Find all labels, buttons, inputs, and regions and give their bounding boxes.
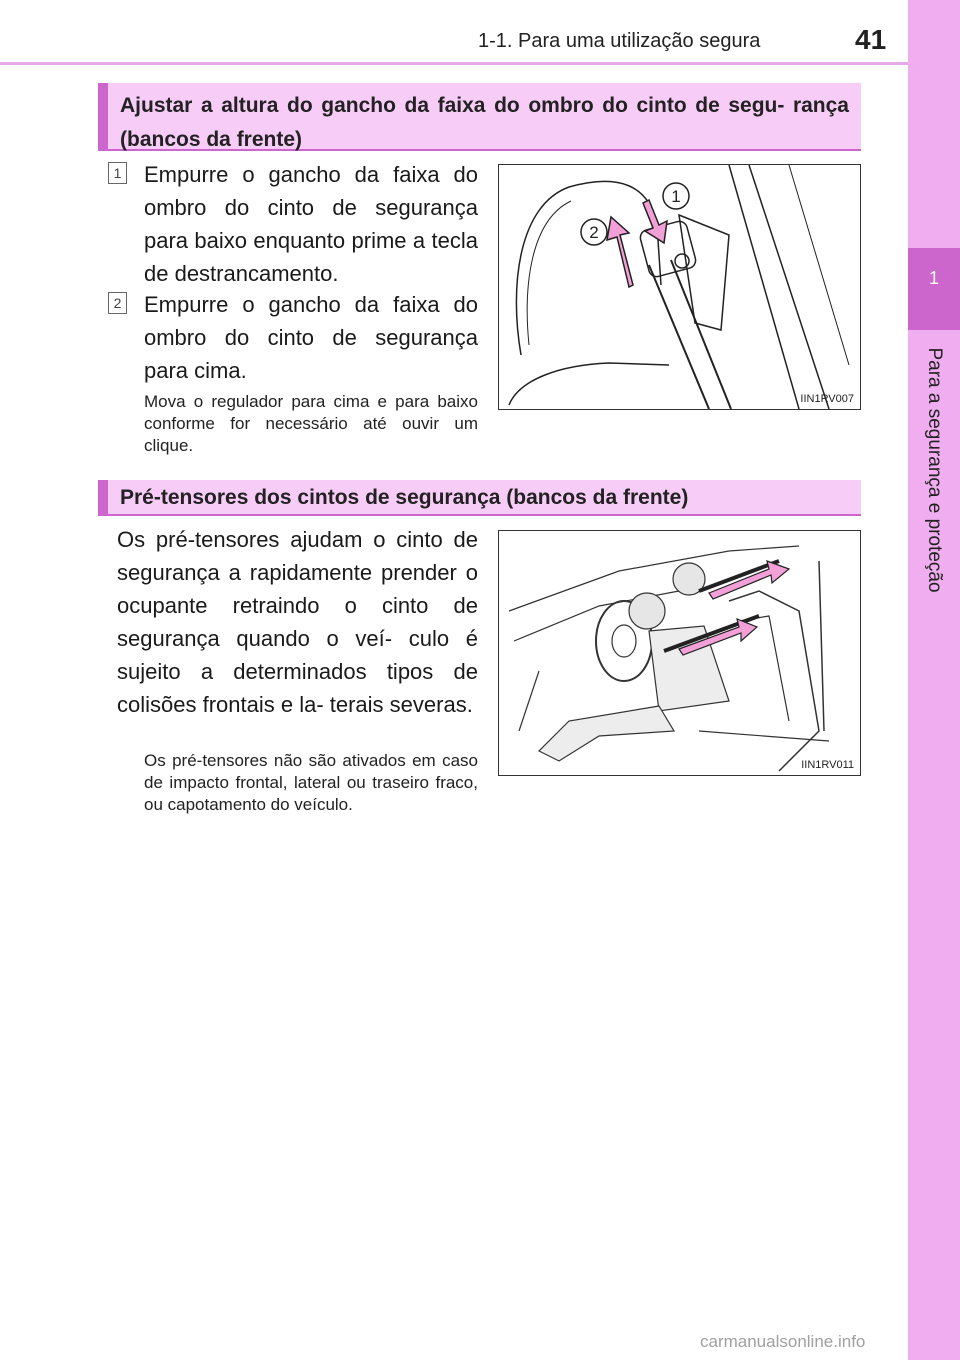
side-tab-label: Para a segurança e proteção <box>924 347 945 593</box>
pretensioner-description: Os pré-tensores ajudam o cinto de segurança a rapidamente prender o ocupante retraindo o cinto de segurança quando o veí- culo é sujeito a determinados tipos de colisões frontais e la- terais severas. <box>117 527 478 717</box>
step-1 <box>108 158 478 290</box>
figure-callout-2: 2 <box>589 223 599 242</box>
header-rule <box>0 62 908 65</box>
section-heading-shoulder-anchor: Ajustar a altura do gancho da faixa do ombro do cinto de segu- rança (bancos da frente) <box>98 83 861 151</box>
step-text: Empurre o gancho da faixa do ombro do cinto de segurança para cima. <box>144 292 478 383</box>
page-number: 41 <box>855 24 887 55</box>
section-heading-pretensioners: Pré-tensores dos cintos de segurança (bancos da frente) <box>98 480 861 516</box>
header-section-title: 1-1. Para uma utilização segura <box>478 30 761 52</box>
step-note: Mova o regulador para cima e para baixo conforme for necessário até ouvir um clique. <box>144 392 478 455</box>
side-tab-chapter-block <box>908 248 960 330</box>
figure-code: IIN1RV007 <box>800 393 854 405</box>
seatbelt-anchor-illustration <box>499 165 860 409</box>
figure-shoulder-anchor <box>498 164 861 410</box>
figure-callout-1: 1 <box>671 187 681 206</box>
step-text: Empurre o gancho da faixa do ombro do cinto de segurança para baixo enquanto prime a tecla de destrancamento. <box>144 162 478 286</box>
pretensioner-illustration <box>499 531 860 775</box>
side-tab-chapter-number: 1 <box>928 268 939 288</box>
figure-pretensioners <box>498 530 861 776</box>
step-number-badge: 1 <box>108 162 127 184</box>
figure-code: IIN1RV011 <box>801 759 854 771</box>
side-tab <box>908 0 960 1360</box>
step-2 <box>108 288 478 387</box>
pretensioner-note: Os pré-tensores não são ativados em caso de impacto frontal, lateral ou traseiro fraco, ou capotamento do veículo. <box>144 751 478 814</box>
step-number-badge: 2 <box>108 292 127 314</box>
watermark: carmanualsonline.info <box>700 1332 866 1351</box>
